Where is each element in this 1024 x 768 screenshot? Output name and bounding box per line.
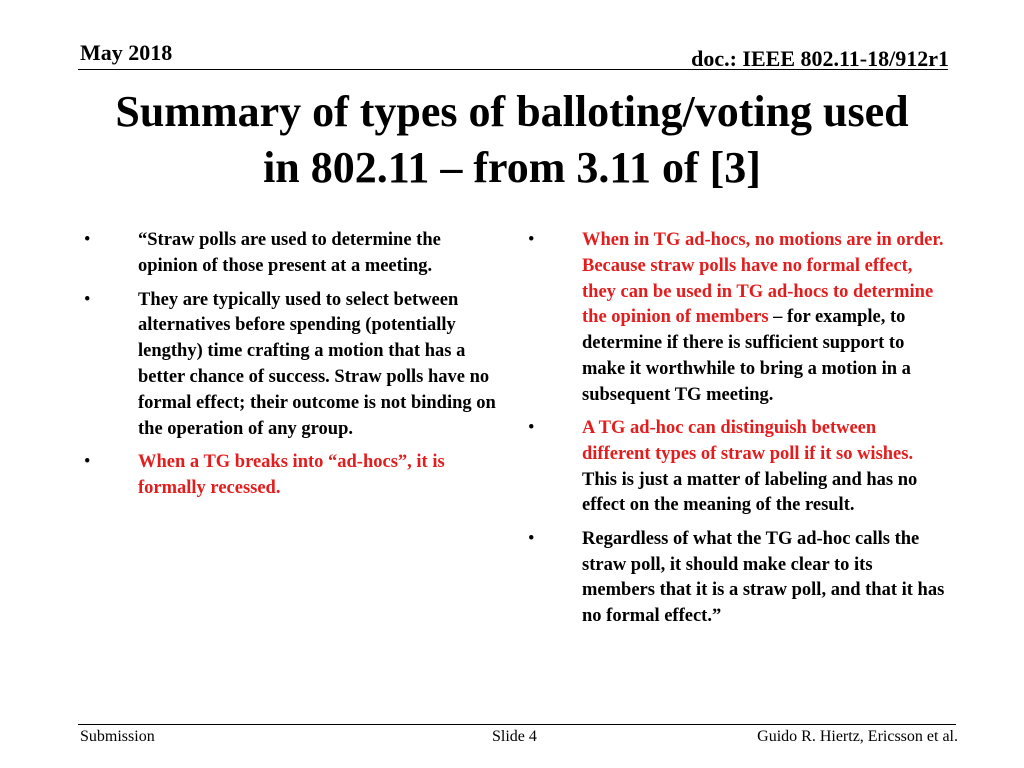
left-bullet-item	[82, 450, 502, 502]
left-bullet-text: They are typically used to select between alternatives before spending (potentially lengthy) time crafting a motion that has a better chance of success. Straw polls have no formal effect; their outcome is not binding on the operation of any group.	[138, 289, 496, 439]
bullet-icon: •	[528, 230, 535, 250]
left-column	[82, 228, 502, 510]
right-bullet-item	[526, 228, 946, 409]
left-bullet-text-highlight: When a TG breaks into “ad-hocs”, it is formally recessed.	[138, 452, 445, 499]
right-bullet-item	[526, 527, 946, 630]
right-bullet-text-highlight: When in TG ad-hocs, no motions are in order. Because straw polls have no formal effect, they can be used in TG ad-hocs to determine the opinion of members	[582, 230, 944, 328]
left-bullet-text: “Straw polls are used to determine the opinion of those present at a meeting.	[138, 230, 441, 276]
bullet-icon: •	[84, 230, 91, 250]
left-bullet-item	[82, 288, 502, 443]
right-column	[526, 228, 946, 637]
slide-title-line-2: in 802.11 – from 3.11 of [3]	[263, 143, 761, 192]
footer-slide-number: Slide 4	[492, 728, 537, 745]
footer-submission: Submission	[80, 728, 155, 745]
right-bullet-text: This is just a matter of labeling and has no effect on the meaning of the result.	[582, 469, 918, 516]
footer-divider	[78, 724, 956, 725]
right-bullet-text: Regardless of what the TG ad-hoc calls the straw poll, it should make clear to its members that it is a straw poll, and that it has no formal effect.”	[582, 528, 945, 627]
bullet-icon: •	[84, 289, 91, 310]
header-doc-id: doc.: IEEE 802.11-18/912r1	[691, 46, 949, 71]
right-bullet-text-highlight: A TG ad-hoc can distinguish between different types of straw poll if it so wishes.	[582, 418, 914, 464]
right-bullet-item	[526, 416, 946, 519]
header-divider	[78, 69, 948, 70]
right-bullet-text: – for example, to determine if there is sufficient support to make it worthwhile to bring a motion in a subsequent TG meeting.	[582, 307, 911, 405]
slide-title	[60, 84, 964, 196]
bullet-icon: •	[528, 418, 535, 439]
left-bullet-item	[82, 228, 502, 280]
header-date: May 2018	[80, 40, 173, 65]
slide-title-line-1: Summary of types of balloting/voting used	[115, 87, 909, 136]
bullet-icon: •	[84, 452, 91, 473]
bullet-icon: •	[528, 528, 535, 549]
footer-authors: Guido R. Hiertz, Ericsson et al.	[757, 728, 958, 745]
